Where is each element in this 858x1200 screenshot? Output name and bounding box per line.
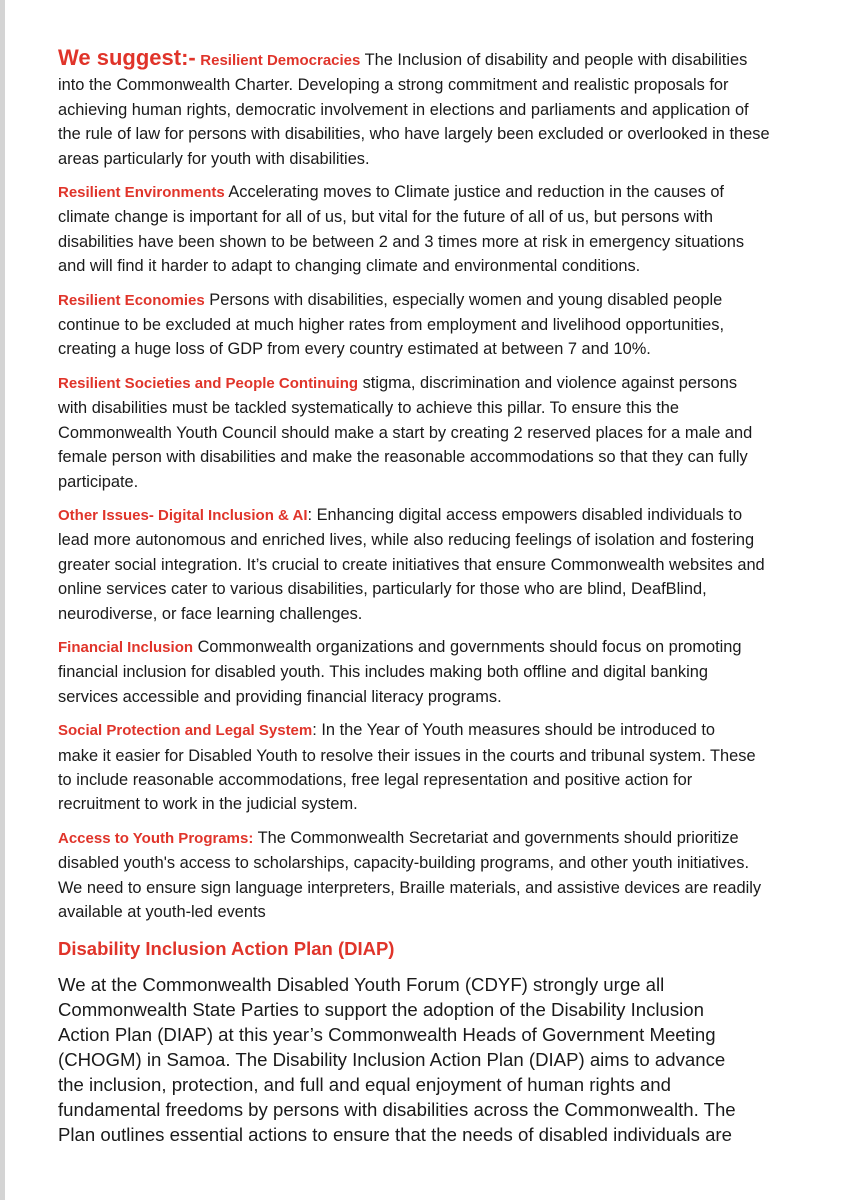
text-line xyxy=(58,577,828,601)
section-heading: Resilient Democracies xyxy=(200,52,361,69)
line-text: online services cater to various disabilities, particularly for those who are blind, DeafBlind, xyxy=(58,580,707,599)
line-text: creating a huge loss of GDP from every country estimated at between 7 and 10%. xyxy=(58,340,651,359)
text-line xyxy=(58,792,828,816)
line-text: The Commonwealth Secretariat and governments should prioritize xyxy=(253,828,739,847)
line-text: neurodiverse, or face learning challenges. xyxy=(58,604,363,623)
line-text: greater social integration. It’s crucial to create initiatives that ensure Commonwealth websites and xyxy=(58,555,765,574)
text-line: Action Plan (DIAP) at this year’s Commonwealth Heads of Government Meeting xyxy=(58,1024,716,1046)
text-line xyxy=(58,744,828,768)
line-text: available at youth-led events xyxy=(58,903,266,921)
text-line xyxy=(58,205,828,229)
text-line xyxy=(58,98,828,122)
line-text: into the Commonwealth Charter. Developing a strong commitment and realistic proposals for xyxy=(58,76,729,95)
section-heading: Other Issues- Digital Inclusion & AI xyxy=(58,506,308,524)
text-line xyxy=(58,685,828,709)
text-line xyxy=(58,371,828,396)
suggestion-section xyxy=(58,180,828,279)
text-line: Commonwealth State Parties to support the adoption of the Disability Inclusion xyxy=(58,999,704,1021)
text-line xyxy=(58,313,828,337)
line-text: Commonwealth Youth Council should make a start by creating 2 reserved places for a male and xyxy=(58,423,753,442)
text-line xyxy=(58,718,828,743)
text-line xyxy=(58,826,828,851)
text-line xyxy=(58,421,828,445)
line-text: make it easier for Disabled Youth to resolve their issues in the courts and tribunal system. These xyxy=(58,746,756,765)
line-text: lead more autonomous and enriched lives, while also reducing feelings of isolation and fostering xyxy=(58,531,755,550)
text-line xyxy=(58,900,828,924)
section-heading: Resilient Economies xyxy=(58,291,205,309)
text-line: Plan outlines essential actions to ensure that the needs of disabled individuals are xyxy=(58,1124,732,1146)
diap-paragraph xyxy=(58,972,828,1147)
text-line xyxy=(58,180,828,205)
suggestion-section xyxy=(58,371,828,494)
line-text: services accessible and providing financial literacy programs. xyxy=(58,687,502,706)
text-line xyxy=(58,230,828,254)
text-line xyxy=(58,553,828,577)
line-text: The Inclusion of disability and people with disabilities xyxy=(360,51,748,69)
line-text: climate change is important for all of us, but vital for the future of all of us, but persons with xyxy=(58,208,714,227)
text-line: (CHOGM) in Samoa. The Disability Inclusion Action Plan (DIAP) aims to advance xyxy=(58,1049,726,1071)
suggestion-section xyxy=(58,503,828,626)
suggestions-list xyxy=(58,46,828,924)
line-text: disabled youth's access to scholarships, capacity-building programs, and other youth initiatives. xyxy=(58,854,749,873)
line-text: : In the Year of Youth measures should be introduced to xyxy=(312,721,716,740)
text-line xyxy=(58,660,828,684)
line-text: Accelerating moves to Climate justice and reduction in the causes of xyxy=(224,183,724,202)
section-heading: Resilient Environments xyxy=(58,184,225,202)
text-line: fundamental freedoms by persons with disabilities across the Commonwealth. The xyxy=(58,1099,736,1121)
text-line xyxy=(58,851,828,875)
page-edge xyxy=(0,0,5,1200)
text-line xyxy=(58,73,828,97)
line-text: and will find it harder to adapt to changing climate and environmental conditions. xyxy=(58,257,641,276)
text-line xyxy=(58,254,828,278)
line-text: continue to be excluded at much higher rates from employment and livelihood opportunities, xyxy=(58,316,725,335)
section-heading: Resilient Societies and People Continuing xyxy=(58,374,359,392)
text-line xyxy=(58,470,828,494)
line-text: areas particularly for youth with disabilities. xyxy=(58,149,370,168)
suggestion-section xyxy=(58,635,828,709)
intro-label: We suggest:- xyxy=(58,45,196,70)
text-line xyxy=(58,147,828,171)
line-text: disabilities have been shown to be between 2 and 3 times more at risk in emergency situations xyxy=(58,232,745,251)
text-line xyxy=(58,503,828,528)
text-line xyxy=(58,445,828,469)
suggestion-section xyxy=(58,826,828,925)
line-text: to include reasonable accommodations, free legal representation and positive action for xyxy=(58,770,693,789)
line-text: stigma, discrimination and violence against persons xyxy=(358,373,738,392)
text-line: the inclusion, protection, and full and equal enjoyment of human rights and xyxy=(58,1074,671,1096)
text-line: We at the Commonwealth Disabled Youth Forum (CDYF) strongly urge all xyxy=(58,974,665,996)
text-line xyxy=(58,396,828,420)
line-text: participate. xyxy=(58,472,139,491)
line-text: Persons with disabilities, especially women and young disabled people xyxy=(204,290,723,309)
text-line xyxy=(58,337,828,361)
line-text: achieving human rights, democratic involvement in elections and parliaments and application of xyxy=(58,100,749,119)
section-heading: Social Protection and Legal System xyxy=(58,722,313,740)
line-text: Commonwealth organizations and governments should focus on promoting xyxy=(193,637,742,656)
text-line xyxy=(58,602,828,626)
text-line xyxy=(58,122,828,146)
line-text: We need to ensure sign language interpreters, Braille materials, and assistive devices are readily xyxy=(58,878,762,897)
text-line xyxy=(58,635,828,660)
line-text: : Enhancing digital access empowers disabled individuals to xyxy=(307,505,743,524)
suggestion-section xyxy=(58,46,828,171)
section-heading: Financial Inclusion xyxy=(58,638,194,656)
suggestion-section xyxy=(58,718,828,817)
line-text: the rule of law for persons with disabilities, who have largely been excluded or overlooked in these xyxy=(58,125,770,144)
text-line xyxy=(58,768,828,792)
suggestion-section xyxy=(58,288,828,362)
text-line xyxy=(58,288,828,313)
line-text: with disabilities must be tackled systematically to achieve this pillar. To ensure this the xyxy=(58,399,680,418)
text-line xyxy=(58,876,828,900)
section-heading: Access to Youth Programs: xyxy=(58,829,254,847)
text-line xyxy=(58,528,828,552)
line-text: female person with disabilities and make the reasonable accommodations so that they can fully xyxy=(58,448,748,467)
text-line xyxy=(58,46,828,73)
diap-heading: Disability Inclusion Action Plan (DIAP) xyxy=(58,938,395,960)
document-page xyxy=(58,46,828,1147)
line-text: financial inclusion for disabled youth. This includes making both offline and digital banking xyxy=(58,663,708,682)
line-text: recruitment to work in the judicial system. xyxy=(58,795,358,814)
